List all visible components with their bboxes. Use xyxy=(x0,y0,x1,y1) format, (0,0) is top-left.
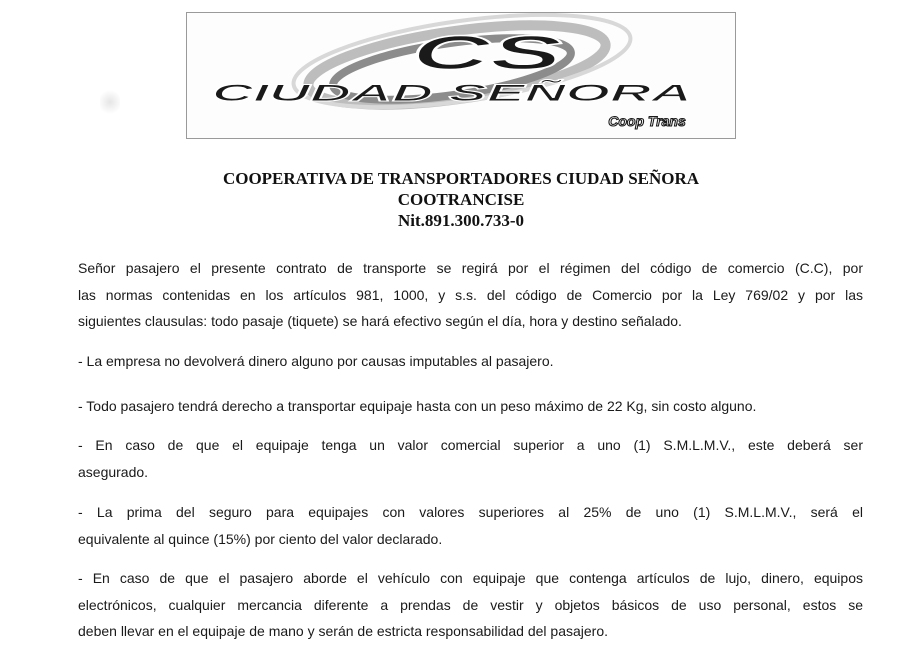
company-name: COOPERATIVA DE TRANSPORTADORES CIUDAD SEÑORA xyxy=(222,169,700,188)
scan-speck xyxy=(100,88,120,116)
intro-paragraph xyxy=(78,255,863,335)
clause-insurance-premium xyxy=(78,499,863,552)
company-acronym: COOTRANCISE xyxy=(397,190,525,209)
text-line: - Todo pasajero tendrá derecho a transportar equipaje hasta con un peso máximo de 22 Kg, sin costo alguno. xyxy=(78,398,757,414)
text-line: - En caso de que el pasajero aborde el vehículo con equipaje que contenga artículos de lujo, dinero, equipos xyxy=(78,570,863,586)
company-logo xyxy=(186,12,736,139)
logo-tagline: Coop Trans xyxy=(608,113,686,129)
text-line: equivalente al quince (15%) por ciento del valor declarado. xyxy=(78,530,443,547)
text-line: las normas contenidas en los artículos 981, 1000, y s.s. del código de Comercio por la Ley 769/02 y por las xyxy=(78,286,863,303)
logo-monogram: CS xyxy=(412,27,562,80)
clause-baggage-insurance xyxy=(78,432,863,485)
logo-name: CIUDAD SEÑORA xyxy=(212,80,415,107)
clause-baggage-weight xyxy=(78,393,863,420)
text-line: - La empresa no devolverá dinero alguno por causas imputables al pasajero. xyxy=(78,353,554,369)
clause-refund xyxy=(78,348,863,375)
text-line: asegurado. xyxy=(78,463,149,480)
text-line: siguientes clausulas: todo pasaje (tiquete) se hará efectivo según el día, hora y destino señalado. xyxy=(78,313,682,329)
text-line: - La prima del seguro para equipajes con valores superiores al 25% de uno (1) S.M.L.M.V., será el xyxy=(78,504,863,520)
logo-graphic xyxy=(187,13,735,138)
text-line: electrónicos, cualquier mercancia diferente a prendas de vestir y objetos básicos de uso personal, estos se xyxy=(78,596,863,613)
company-nit: Nit.891.300.733-0 xyxy=(397,211,525,230)
text-line: Señor pasajero el presente contrato de transporte se regirá por el régimen del código de comercio (C.C), por xyxy=(78,260,863,276)
text-line: deben llevar en el equipaje de mano y serán de estricta responsabilidad del pasajero. xyxy=(78,623,609,639)
text-line: - En caso de que el equipaje tenga un valor comercial superior a uno (1) S.M.L.M.V., este deberá ser xyxy=(78,437,863,453)
clause-valuables xyxy=(78,565,863,645)
